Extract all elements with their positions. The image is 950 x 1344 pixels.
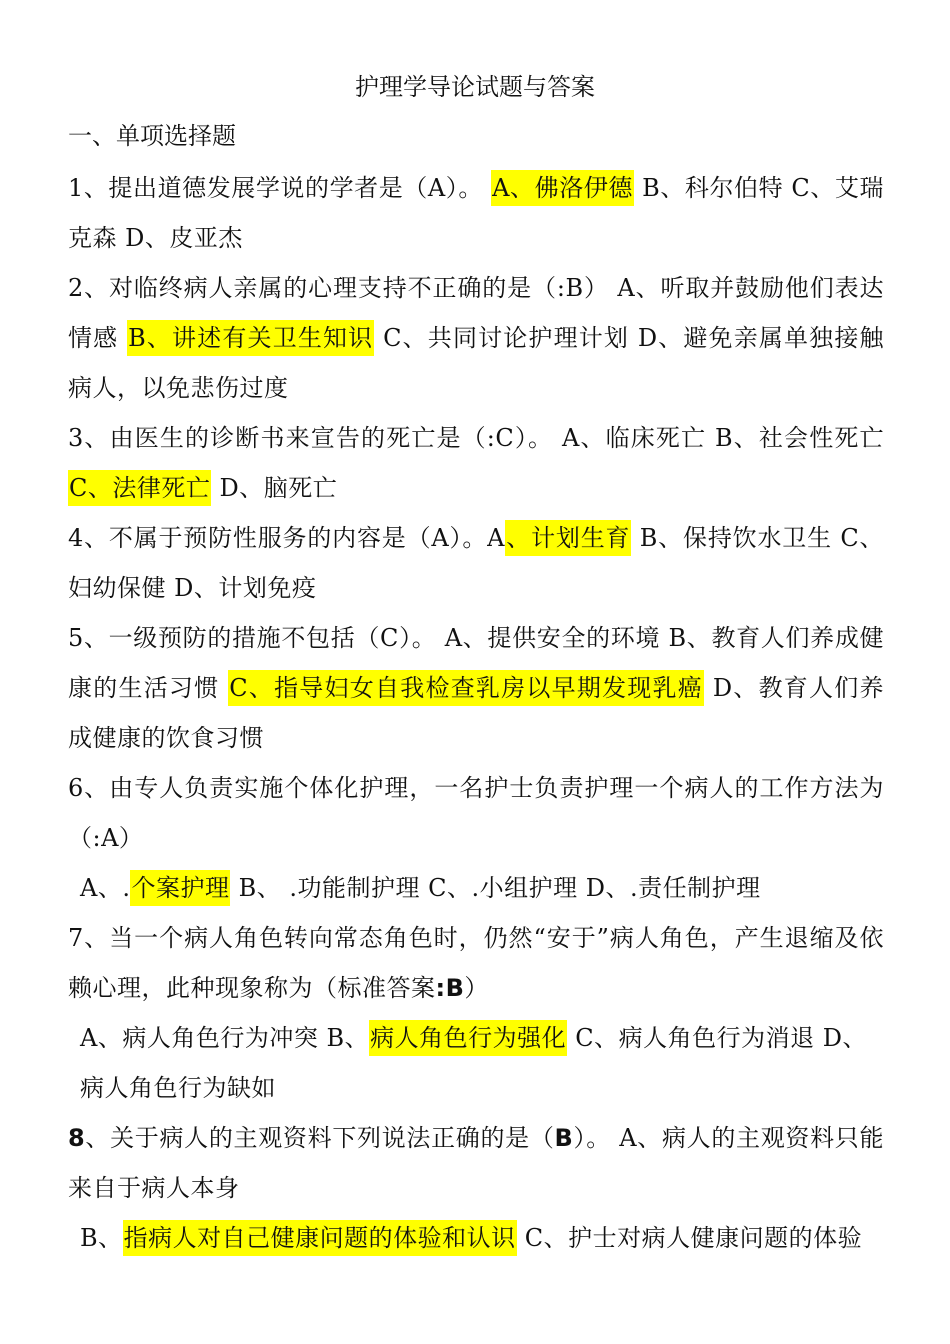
question-5 <box>68 613 884 763</box>
question-6-stem: 6、由专人负责实施个体化护理，一名护士负责护理一个病人的工作方法为 （:A） <box>68 774 884 852</box>
question-3-stem: 3、由医生的诊断书来宣告的死亡是（:C）。 A、临床死亡 B、社会性死亡 <box>68 424 884 452</box>
question-4-stem: 4、不属于预防性服务的内容是（A）。A <box>68 524 505 552</box>
question-8-answer-highlight: 指病人对自己健康问题的体验和认识 <box>123 1220 517 1256</box>
question-1-other-options: B、科尔伯特 C、艾瑞克森 D、皮亚杰 <box>68 174 884 252</box>
question-1 <box>68 163 884 263</box>
question-8-options-before: B、 <box>80 1224 123 1252</box>
question-7-options <box>68 1013 884 1113</box>
question-3-other-options: D、脑死亡 <box>211 474 338 502</box>
question-4-other-options: B、保持饮水卫生 C、妇幼保健 D、计划免疫 <box>68 524 885 602</box>
question-7-answer-highlight: 病人角色行为强化 <box>369 1020 567 1056</box>
question-7-answer-key: :B <box>435 974 465 1002</box>
question-6-options-before: A、. <box>80 874 131 902</box>
question-2 <box>68 263 884 413</box>
question-5-answer-highlight: C、指导妇女自我检查乳房以早期发现乳癌 <box>228 670 704 706</box>
question-6-options <box>68 863 884 913</box>
question-8-stem-end: ）。 A、病人的主观资料只能来自于病人本身 <box>68 1124 884 1202</box>
question-5-other-options: D、教育人们养成健康的饮食习惯 <box>68 674 884 752</box>
question-6-answer-highlight: 个案护理 <box>130 870 230 906</box>
question-6 <box>68 763 884 863</box>
question-1-stem: 1、提出道德发展学说的学者是（A）。 <box>68 174 492 202</box>
section-heading: 一、单项选择题 <box>68 122 236 150</box>
question-7-stem-end: ） <box>464 974 489 1002</box>
question-list <box>68 163 884 1263</box>
question-1-answer-highlight: A、佛洛伊德 <box>491 170 634 206</box>
question-2-answer-highlight: B、讲述有关卫生知识 <box>127 320 374 356</box>
question-8-stem: 、关于病人的主观资料下列说法正确的是（ <box>85 1124 555 1152</box>
question-8 <box>68 1113 884 1213</box>
question-7 <box>68 913 884 1013</box>
question-2-other-options: C、共同讨论护理计划 D、避免亲属单独接触病人，以免悲伤过度 <box>68 324 884 402</box>
question-8-number: 8 <box>68 1124 86 1152</box>
question-6-options-after: B、 .功能制护理 C、.小组护理 D、.责任制护理 <box>230 874 761 902</box>
question-3-answer-highlight: C、法律死亡 <box>68 470 211 506</box>
question-4-answer-highlight: 、计划生育 <box>505 520 631 556</box>
question-8-answer-key: B <box>554 1124 574 1152</box>
question-8-options <box>68 1213 884 1263</box>
question-8-options-after: C、护士对病人健康问题的体验 <box>516 1224 863 1252</box>
question-5-stem: 5、一级预防的措施不包括（C）。 A、提供安全的环境 B、教育人们养成健康的生活习惯 <box>68 624 884 702</box>
question-3 <box>68 413 884 513</box>
document-title: 护理学导论试题与答案 <box>355 73 595 101</box>
question-7-options-before: A、病人角色行为冲突 B、 <box>80 1024 370 1052</box>
question-2-stem: 2、对临终病人亲属的心理支持不正确的是（:B） A、听取并鼓励他们表达情感 <box>68 274 884 352</box>
question-7-options-after: C、病人角色行为消退 D、病人角色行为缺如 <box>80 1024 867 1102</box>
question-7-stem: 7、当一个病人角色转向常态角色时，仍然“安于”病人角色，产生退缩及依赖心理，此种现象称为（标准答案 <box>68 924 884 1002</box>
question-4 <box>68 513 884 613</box>
